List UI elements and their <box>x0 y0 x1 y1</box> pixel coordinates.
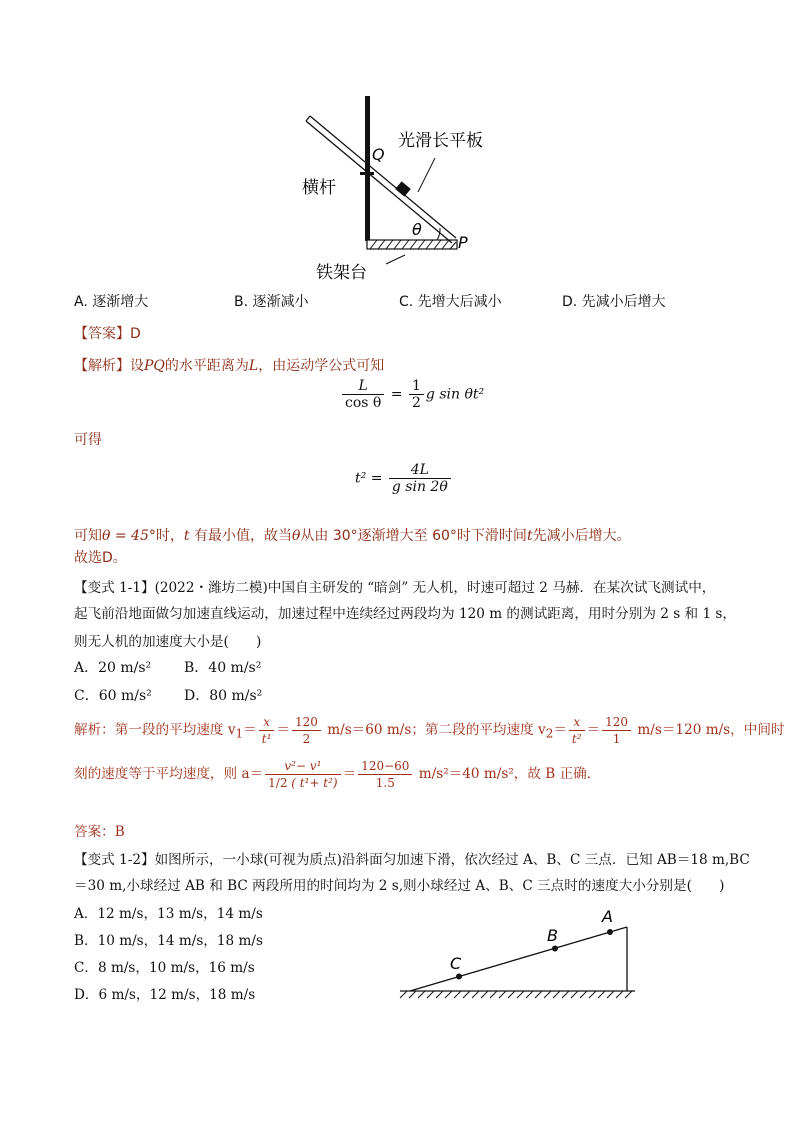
label-plate: 光滑长平板 <box>398 131 483 151</box>
conclusion-theta2: θ <box>291 528 301 544</box>
vertical-pole <box>365 96 370 241</box>
incline-surface <box>410 927 627 991</box>
solution-eq: ＝ <box>342 766 357 782</box>
frac-num: x <box>569 714 585 731</box>
eq2-numerator: 4L <box>389 462 451 479</box>
equation-2 <box>355 462 453 495</box>
q1-analysis-intro <box>74 356 384 376</box>
q1-option-d: D. 先减小后增大 <box>562 294 666 310</box>
frac-num: 120 <box>602 714 631 731</box>
label-q: Q <box>372 145 385 164</box>
answer-value: D <box>130 326 141 342</box>
conclusion-t2: t <box>526 528 533 544</box>
frac-den: 2 <box>302 732 311 746</box>
eq1-rhs: g sin θt² <box>425 386 485 403</box>
frac-den: t² <box>571 732 582 746</box>
q1-conclusion <box>74 526 631 546</box>
solution-sub: 1 <box>235 726 244 741</box>
conclusion-text: 可知 <box>74 528 102 544</box>
eq2-lhs: t² = <box>355 470 383 487</box>
frac-num: 120 <box>292 714 321 731</box>
solution-text: 刻的速度等于平均速度，则 a＝ <box>74 766 264 782</box>
label-bar: 横杆 <box>302 178 336 198</box>
q2-line-2: 起飞前沿地面做匀加速直线运动，加速过程中连续经过两段均为 120 m 的测试距离，用时分别为 2 s 和 1 s， <box>74 606 736 622</box>
analysis-text: ，由运动学公式可知 <box>258 358 385 374</box>
q2-solution-line-1 <box>74 714 785 747</box>
q1-answer <box>74 324 141 344</box>
point-b <box>552 946 558 952</box>
q3-line-1: 【变式 1-2】如图所示，一小球(可视为质点)沿斜面匀加速下滑，依次经过 A、B、C 三点．已知 AB＝18 m,BC <box>74 852 750 868</box>
q3-line-2: ＝30 m,小球经过 AB 和 BC 两段所用的时间均为 2 s,则小球经过 A、B、C 三点时的速度大小分别是( ) <box>74 878 725 894</box>
solution-text: m/s²＝40 m/s²，故 B 正确． <box>414 766 601 782</box>
conclusion-t: t <box>183 528 190 544</box>
figure-inclined-plate <box>290 92 520 292</box>
analysis-text: 设 <box>130 358 144 374</box>
solution-eq: ＝ <box>276 722 290 738</box>
frac-den: 1.5 <box>375 776 395 790</box>
q1-option-a: A. 逐渐增大 <box>74 294 149 310</box>
solution-eq: ＝ <box>553 722 567 738</box>
eq1-equals: = <box>390 386 403 403</box>
frac-num: v²− v¹ <box>265 758 340 775</box>
q3-option-d: D．6 m/s，12 m/s，18 m/s <box>74 987 256 1003</box>
conclusion-text: 从由 30°逐渐增大至 60°时下滑时间 <box>300 528 527 544</box>
point-a <box>607 929 613 935</box>
label-c: C <box>450 954 462 973</box>
label-p: P <box>458 233 468 252</box>
q2-line-1: 【变式 1-1】(2022・潍坊二模)中国自主研发的 “暗剑” 无人机，时速可超过 2 马赫．在某次试飞测试中， <box>74 580 716 596</box>
solution-text: m/s＝60 m/s；第二段的平均速度 v <box>322 722 546 738</box>
q3-option-b: B．10 m/s，14 m/s，18 m/s <box>74 933 263 949</box>
frac-num: 120−60 <box>358 758 412 775</box>
analysis-tag: 【解析】 <box>74 358 130 374</box>
q1-option-c: C. 先增大后减小 <box>399 294 502 310</box>
q1-option-b: B. 逐渐减小 <box>234 294 309 310</box>
then-text: 可得 <box>74 432 102 448</box>
conclusion-text: 先减小后增大。 <box>532 528 631 544</box>
eq1-half-den: 2 <box>411 395 421 411</box>
q2-option-d: D．80 m/s² <box>184 688 263 704</box>
q1-choose: 故选D。 <box>74 550 127 566</box>
q2-solution-line-2 <box>74 758 600 791</box>
conclusion-text: 时， <box>155 528 184 544</box>
frac-num: x <box>259 714 275 731</box>
eq2-denominator: g sin 2θ <box>391 479 448 495</box>
q3-option-a: A．12 m/s，13 m/s，14 m/s <box>74 906 263 922</box>
frac-den-half: 1/2 <box>268 776 288 790</box>
q2-option-b: B．40 m/s² <box>184 660 262 676</box>
eq1-denominator: cos θ <box>345 395 382 411</box>
conclusion-theta: θ = 45° <box>102 528 156 544</box>
label-a: A <box>602 907 613 926</box>
sliding-block <box>395 181 411 196</box>
label-b: B <box>547 926 558 945</box>
q2-line-3: 则无人机的加速度大小是( ) <box>74 634 262 650</box>
angle-arc <box>437 228 440 240</box>
q2-option-c: C．60 m/s² <box>74 688 152 704</box>
point-c <box>456 974 462 980</box>
label-theta: θ <box>412 220 422 239</box>
frac-den-rest: ( t¹+ t²) <box>291 776 338 790</box>
eq1-numerator: L <box>342 378 384 395</box>
analysis-l: L <box>248 358 259 374</box>
conclusion-text: 有最小值，故当 <box>189 528 292 544</box>
solution-eq: ＝ <box>586 722 601 738</box>
frac-den: t¹ <box>261 732 272 746</box>
analysis-pq: PQ <box>144 358 165 374</box>
q3-option-c: C．8 m/s，10 m/s，16 m/s <box>74 960 255 976</box>
q2-option-a: A．20 m/s² <box>74 660 152 676</box>
answer-tag: 【答案】 <box>74 326 130 342</box>
solution-sub: 2 <box>545 726 554 741</box>
label-stand: 铁架台 <box>316 263 367 283</box>
solution-text: m/s＝120 m/s，中间时 <box>633 722 785 738</box>
eq1-half-num: 1 <box>409 378 424 395</box>
solution-text: 解析：第一段的平均速度 v <box>74 722 236 738</box>
q2-answer: 答案：B <box>74 824 125 840</box>
solution-eq: ＝ <box>243 722 257 738</box>
figure-incline-abc <box>395 905 645 1005</box>
frac-den: 1 <box>612 732 621 746</box>
equation-1 <box>340 378 484 411</box>
analysis-text: 的水平距离为 <box>164 358 249 374</box>
